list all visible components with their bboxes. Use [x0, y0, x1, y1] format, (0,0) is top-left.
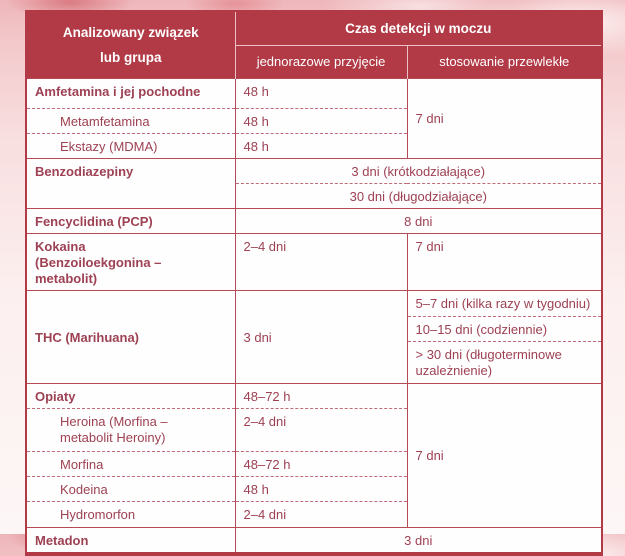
opiates-chronic-value: 7 dni: [407, 383, 602, 527]
cocaine-chronic-value: 7 dni: [407, 233, 602, 290]
drug-detection-table: [25, 10, 603, 556]
table-row-opiates: [26, 383, 602, 408]
header-detection-time: Czas detekcji w moczu: [235, 11, 602, 45]
table-row-methadone: [26, 527, 602, 554]
pcp-label: Fencyclidina (PCP): [26, 208, 235, 233]
cocaine-single-value: 2–4 dni: [235, 233, 407, 290]
table-row-benzodiazepines: [26, 158, 602, 183]
pcp-value: 8 dni: [235, 208, 602, 233]
morphine-single-value: 48–72 h: [235, 451, 407, 476]
thc-chronic-weekly-value: 5–7 dni (kilka razy w tygodniu): [407, 290, 602, 316]
heroin-single-value: 2–4 dni: [235, 408, 407, 451]
header-chronic-use: stosowanie przewlekłe: [407, 45, 602, 78]
header-single-use: jednorazowe przyjęcie: [235, 45, 407, 78]
table-row-thc: [26, 290, 602, 316]
ecstasy-label: Ekstazy (MDMA): [26, 133, 235, 158]
amphetamine-single-value: 48 h: [235, 78, 407, 108]
methadone-value: 3 dni: [235, 527, 602, 554]
thc-chronic-daily-value: 10–15 dni (codziennie): [407, 316, 602, 341]
opiates-label: Opiaty: [26, 383, 235, 408]
amphetamine-chronic-value: 7 dni: [407, 78, 602, 158]
codeine-label: Kodeina: [26, 476, 235, 501]
header-row-1: [26, 11, 602, 45]
opiates-single-value: 48–72 h: [235, 383, 407, 408]
amphetamine-label: Amfetamina i jej pochodne: [26, 78, 235, 108]
heroin-label: [26, 408, 235, 451]
methamphetamine-label: Metamfetamina: [26, 108, 235, 133]
header-compound-line2: lub grupa: [100, 49, 162, 65]
methamphetamine-single-value: 48 h: [235, 108, 407, 133]
hydromorphone-single-value: 2–4 dni: [235, 501, 407, 527]
cocaine-label-line2: (Benzoiloekgonina – metabolit): [35, 254, 162, 286]
hydromorphone-label: Hydromorfon: [26, 501, 235, 527]
ecstasy-single-value: 48 h: [235, 133, 407, 158]
thc-single-value: 3 dni: [235, 290, 407, 383]
benzodiazepines-short-acting-value: 3 dni (krótkodziałające): [235, 158, 602, 183]
morphine-label: Morfina: [26, 451, 235, 476]
thc-label: THC (Marihuana): [26, 290, 235, 383]
header-compound: [26, 11, 235, 78]
benzodiazepines-long-acting-value: 30 dni (długodziałające): [235, 183, 602, 208]
benzodiazepines-label: Benzodiazepiny: [26, 158, 235, 208]
methadone-label: Metadon: [26, 527, 235, 554]
heroin-label-line2: metabolit Heroiny): [60, 429, 166, 445]
thc-chronic-longterm-value: > 30 dni (długoterminowe uzależnienie): [407, 341, 602, 383]
cocaine-label: [26, 233, 235, 290]
header-compound-line1: Analizowany związek: [62, 24, 199, 40]
table-row-pcp: [26, 208, 602, 233]
heroin-label-line1: Heroina (Morfina –: [60, 413, 168, 429]
table-row-cocaine: [26, 233, 602, 290]
table-header: [26, 11, 602, 78]
table-row-amphetamine: [26, 78, 602, 108]
codeine-single-value: 48 h: [235, 476, 407, 501]
cocaine-label-line1: Kokaina: [35, 238, 86, 254]
